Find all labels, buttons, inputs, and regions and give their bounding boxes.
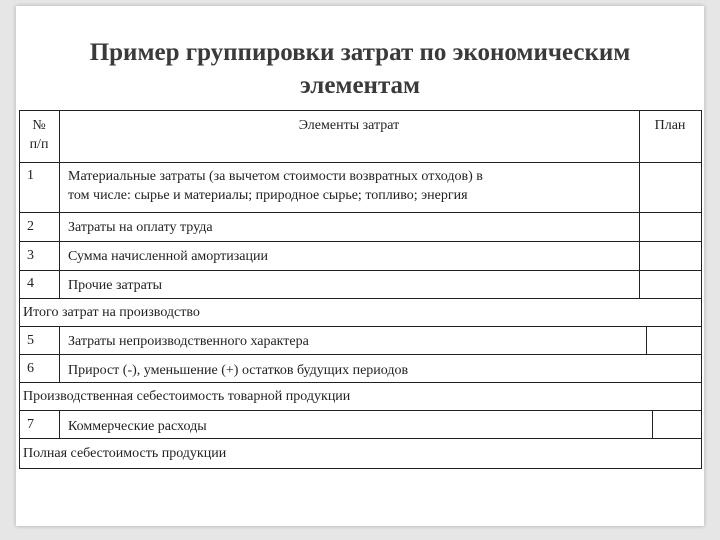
row-divider [19,438,702,439]
row-total-production: Итого затрат на производство [23,305,200,320]
row-text: Сумма начисленной амортизации [68,249,268,264]
row-text: Прочие затраты [68,278,163,293]
title-line-2: элементам [299,72,421,99]
column-divider-plan [639,110,640,299]
header-number-line-1: № [32,118,46,133]
header-plan: План [654,118,686,133]
row-text: Коммерческие расходы [68,419,207,434]
title-line-1: Пример группировки затрат по экономическим [89,39,631,66]
column-divider-number [59,326,60,383]
row-production-cost: Производственная себестоимость товарной продукции [23,389,351,404]
column-divider-number [59,410,60,439]
column-divider-plan [652,410,653,439]
header-number [19,116,59,154]
row-full-cost: Полная себестоимость продукции [23,446,227,461]
row-divider [19,410,702,411]
row-divider [19,326,702,327]
row-number: 1 [27,168,34,183]
row-divider [19,212,702,213]
row-number: 6 [27,361,34,376]
row-divider [19,298,702,299]
row-text-line-1: Материальные затраты (за вычетом стоимости возвратных отходов) в [68,169,483,184]
row-divider [19,270,702,271]
row-number: 3 [27,248,34,263]
header-number-line-2: п/п [29,137,49,152]
table-border-bottom [19,468,702,469]
row-divider [19,382,702,383]
row-text: Затраты непроизводственного характера [68,334,309,349]
row-number: 4 [27,276,34,291]
row-text: Затраты на оплату труда [68,220,213,235]
row-text-line-2: том числе: сырье и материалы; природное сырье; топливо; энергия [68,188,468,203]
row-text [68,167,634,205]
column-divider-plan [646,326,647,355]
slide-title [0,36,720,102]
table-border-left [19,110,20,469]
row-number: 7 [27,417,34,432]
row-text: Прирост (-), уменьшение (+) остатков будущих периодов [68,363,409,378]
table-border-top [19,110,702,111]
table-border-right [701,110,702,469]
row-number: 5 [27,333,34,348]
cost-elements-table [19,110,702,470]
row-divider [19,162,702,163]
header-elements: Элементы затрат [298,118,400,133]
row-number: 2 [27,219,34,234]
row-divider [19,241,702,242]
column-divider-number [59,110,60,299]
row-divider [19,354,702,355]
